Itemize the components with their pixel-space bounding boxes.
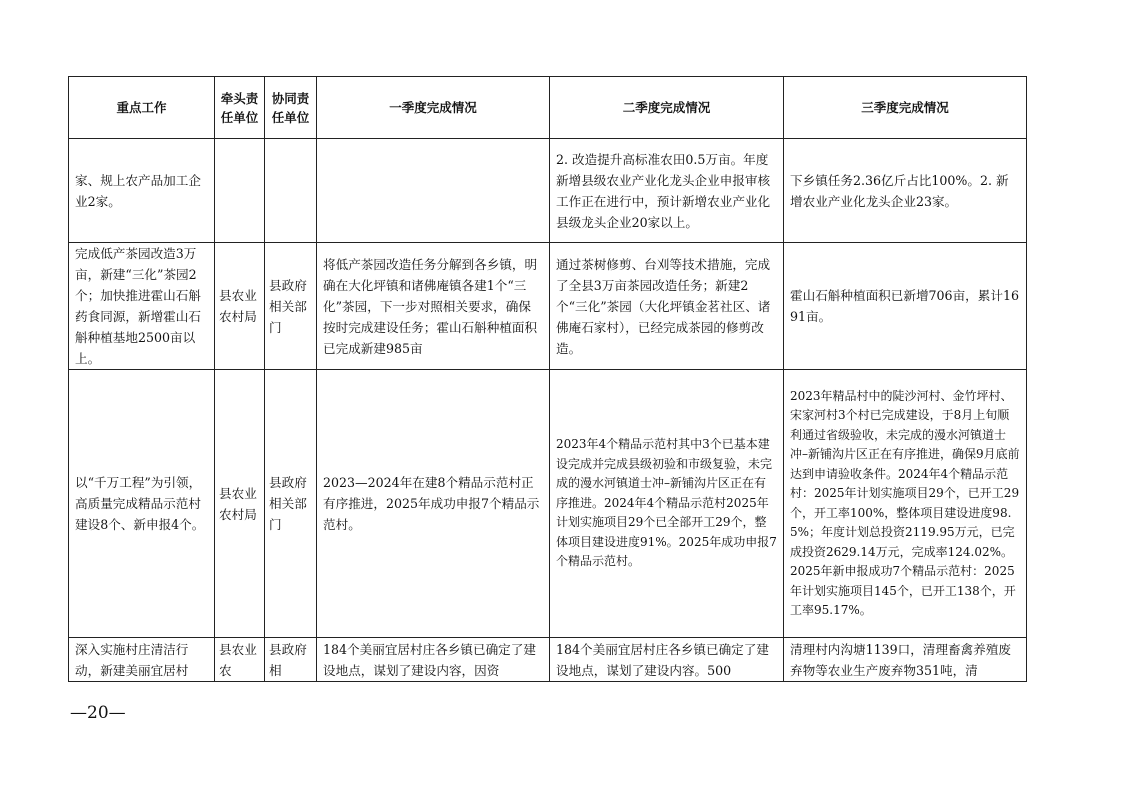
header-q3: 三季度完成情况 [784, 77, 1027, 139]
cell-q3: 下乡镇任务2.36亿斤占比100%。2. 新增农业产业化龙头企业23家。 [784, 139, 1027, 243]
cell-coop-unit: 县政府相关部门 [265, 370, 317, 638]
cell-q1: 184个美丽宜居村庄各乡镇已确定了建设地点，谋划了建设内容，因资 [317, 638, 550, 682]
table-row [69, 370, 1027, 638]
cell-q2: 184个美丽宜居村庄各乡镇已确定了建设地点，谋划了建设内容。500 [550, 638, 784, 682]
cell-q1 [317, 139, 550, 243]
cell-key-work: 完成低产茶园改造3万亩，新建“三化”茶园2个；加快推进霍山石斛药食同源，新增霍山石斛种植基地2500亩以上。 [69, 243, 215, 370]
header-q1: 一季度完成情况 [317, 77, 550, 139]
header-key-work: 重点工作 [69, 77, 215, 139]
table-header-row [69, 77, 1027, 139]
table-row [69, 243, 1027, 370]
cell-coop-unit: 县政府相关部门 [265, 243, 317, 370]
work-progress-table [68, 76, 1027, 682]
cell-q3: 清理村内沟塘1139口，清理畜禽养殖废弃物等农业生产废弃物351吨，清 [784, 638, 1027, 682]
cell-q1: 2023—2024年在建8个精品示范村正有序推进，2025年成功申报7个精品示范村。 [317, 370, 550, 638]
cell-q2: 通过茶树修剪、台刈等技术措施，完成了全县3万亩茶园改造任务；新建2个“三化”茶园（大化坪镇金茗社区、诸佛庵石家村），已经完成茶园的修剪改造。 [550, 243, 784, 370]
cell-q3: 霍山石斛种植面积已新增706亩，累计1691亩。 [784, 243, 1027, 370]
table-row [69, 139, 1027, 243]
cell-coop-unit [265, 139, 317, 243]
cell-q3: 2023年精品村中的陡沙河村、金竹坪村、宋家河村3个村已完成建设，于8月上旬顺利通过省级验收，未完成的漫水河镇道士冲–新铺沟片区正在有序推进，确保9月底前达到申请验收条件。2024年4个精品示范村：2025年计划实施项目29个，已开工29个，开工率100%，整体项目建设进度98.5%；年度计划总投资2119.95万元，已完成投资2629.14万元，完成率124.02%。2025年新申报成功7个精品示范村：2025年计划实施项目145个，已开工138个，开工率95.17%。 [784, 370, 1027, 638]
cell-lead-unit: 县农业农村局 [215, 243, 265, 370]
cell-coop-unit: 县政府相 [265, 638, 317, 682]
cell-lead-unit: 县农业农 [215, 638, 265, 682]
header-coop-unit: 协同责任单位 [265, 77, 317, 139]
cell-lead-unit [215, 139, 265, 243]
header-q2: 二季度完成情况 [550, 77, 784, 139]
cell-q2: 2023年4个精品示范村其中3个已基本建设完成并完成县级初验和市级复验，未完成的漫水河镇道士冲–新铺沟片区正在有序推进。2024年4个精品示范村2025年计划实施项目29个已全部开工29个，整体项目建设进度91%。2025年成功申报7个精品示范村。 [550, 370, 784, 638]
header-lead-unit: 牵头责任单位 [215, 77, 265, 139]
cell-lead-unit: 县农业农村局 [215, 370, 265, 638]
table-row [69, 638, 1027, 682]
cell-q1: 将低产茶园改造任务分解到各乡镇，明确在大化坪镇和诸佛庵镇各建1个“三化”茶园，下一步对照相关要求，确保按时完成建设任务；霍山石斛种植面积已完成新建985亩 [317, 243, 550, 370]
cell-q2: 2. 改造提升高标准农田0.5万亩。年度新增县级农业产业化龙头企业申报审核工作正在进行中，预计新增农业产业化县级龙头企业20家以上。 [550, 139, 784, 243]
cell-key-work: 家、规上农产品加工企业2家。 [69, 139, 215, 243]
cell-key-work: 以“千万工程”为引领，高质量完成精品示范村建设8个、新申报4个。 [69, 370, 215, 638]
page-number: —20— [70, 703, 126, 723]
cell-key-work: 深入实施村庄清洁行动，新建美丽宜居村 [69, 638, 215, 682]
